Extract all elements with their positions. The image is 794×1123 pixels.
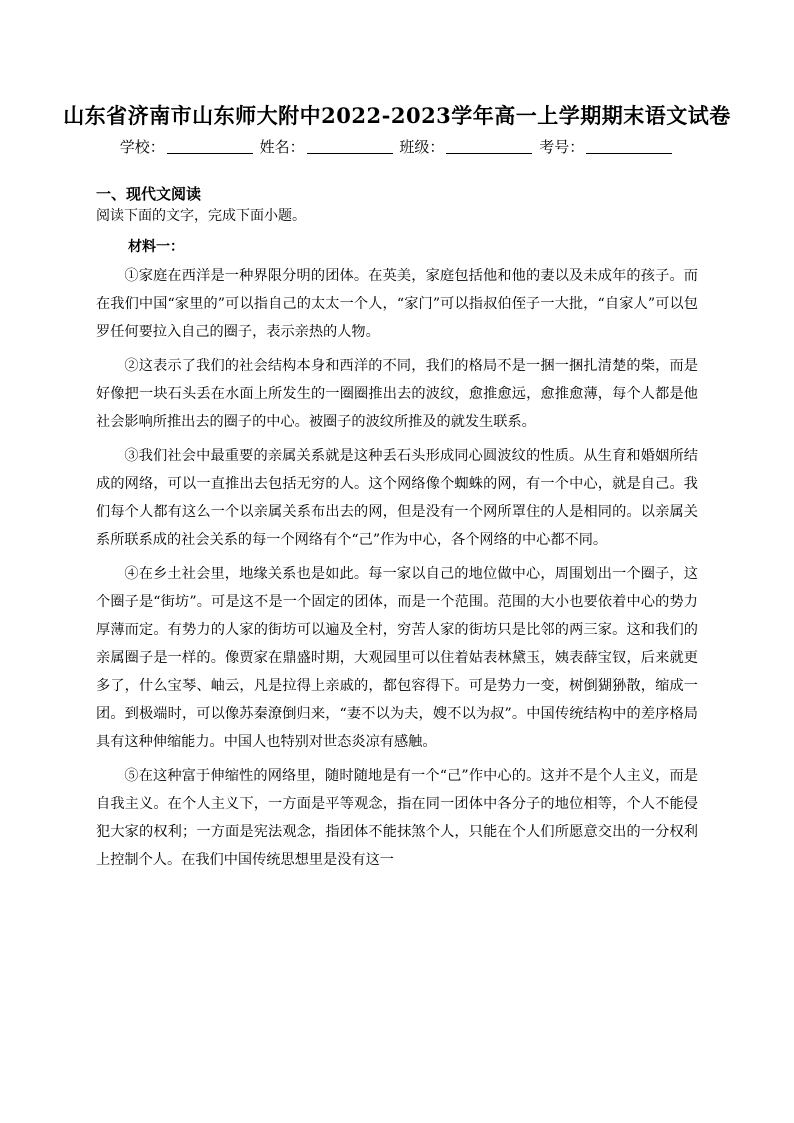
- class-label: 班级：: [399, 138, 445, 156]
- school-label: 学校：: [119, 138, 165, 156]
- reading-passage: [96, 262, 698, 880]
- paragraph: ⑤在这种富于伸缩性的网络里，随时随地是有一个“己”作中心的。这并不是个人主义，而是自我主义。在个人主义下，一方面是平等观念，指在同一团体中各分子的地位相等，个人不能侵犯大家的权利；一方面是宪法观念，指团体不能抹煞个人，只能在个人们所愿意交出的一分权利上控制个人。在我们中国传统思想里是没有这一: [96, 768, 698, 868]
- name-label: 姓名：: [259, 138, 305, 156]
- material-label: 材料一：: [128, 239, 184, 255]
- exam-number-label: 考号：: [539, 138, 585, 156]
- student-info-line: [0, 136, 794, 157]
- school-blank[interactable]: [167, 139, 253, 154]
- section-heading: 一、现代文阅读: [96, 185, 202, 203]
- paragraph: ①家庭在西洋是一种界限分明的团体。在英美，家庭包括他和他的妻以及未成年的孩子。而在我们中国“家里的”可以指自己的太太一个人，“家门”可以指叔伯侄子一大批，“自家人”可以包罗任何要拉入自己的圈子，表示亲热的人物。: [96, 268, 698, 340]
- name-blank[interactable]: [307, 139, 393, 154]
- exam-number-blank[interactable]: [586, 139, 672, 154]
- class-blank[interactable]: [446, 139, 532, 154]
- paragraph: ④在乡土社会里，地缘关系也是如此。每一家以自己的地位做中心，周围划出一个圈子，这个圈子是“街坊”。可是这不是一个固定的团体，而是一个范围。范围的大小也要依着中心的势力厚薄而定。有势力的人家的街坊可以遍及全村，穷苦人家的街坊只是比邻的两三家。这和我们的亲属圈子是一样的。像贾家在鼎盛时期，大观园里可以住着姑表林黛玉，姨表薛宝钗，后来就更多了，什么宝琴、岫云，凡是拉得上亲戚的，都包容得下。可是势力一变，树倒猢狲散，缩成一团。到极端时，可以像苏秦潦倒归来，“妻不以为夫，嫂不以为叔”。中国传统结构中的差序格局具有这种伸缩能力。中国人也特别对世态炎凉有感触。: [96, 566, 698, 750]
- paragraph: ③我们社会中最重要的亲属关系就是这种丢石头形成同心圆波纹的性质。从生育和婚姻所结成的网络，可以一直推出去包括无穷的人。这个网络像个蜘蛛的网，有一个中心，就是自己。我们每个人都有这么一个以亲属关系布出去的网，但是没有一个网所罩住的人是相同的。以亲属关系所联系成的社会关系的每一个网络有个“己”作为中心，各个网络的中心都不同。: [96, 448, 698, 548]
- paragraph: ②这表示了我们的社会结构本身和西洋的不同，我们的格局不是一捆一捆扎清楚的柴，而是好像把一块石头丢在水面上所发生的一圈圈推出去的波纹，愈推愈远，愈推愈薄，每个人都是他社会影响所推出去的圈子的中心。被圈子的波纹所推及的就发生联系。: [96, 358, 698, 430]
- page-title: 山东省济南市山东师大附中2022-2023学年高一上学期期末语文试卷: [63, 103, 731, 128]
- instruction-text: 阅读下面的文字，完成下面小题。: [96, 208, 306, 224]
